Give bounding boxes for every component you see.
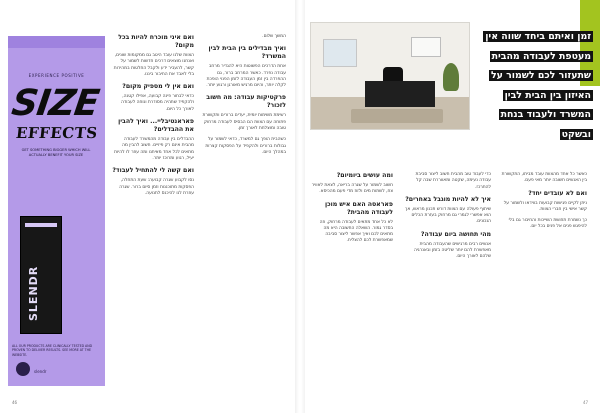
article-paragraph: לא כל אחד מתאים לעבודה מרחוק, וזה בסדר גמור. השאלה החשובה היא מה מתאים לכם ואיך אפשר ליצור סביבה שמאפשרת לכם להצליח.: [319, 219, 393, 244]
advertisement[interactable]: [8, 36, 105, 386]
photo-frame: [411, 37, 441, 57]
article-paragraph: שיתוף פעולה עם הצוות דורש תכנון מראש, אך הוא אפשרי לגמרי גם מרחוק בעזרת הכלים הנכונים.: [405, 206, 491, 225]
office-photo[interactable]: [310, 22, 470, 130]
article-heading: פאראסה האם איש מוכן לעבודה מהבית?: [324, 200, 393, 216]
article-heading: פרקטיקות עבודה: מה חשוב לזכור?: [206, 94, 286, 110]
ad-headline-sub: EFFECTS: [15, 124, 99, 142]
brand-logo-icon: [16, 362, 30, 376]
article-paragraph: חשוב לשמור על שגרה בריאה, לצאת לאוויר צח, לשתות מים ולזוז מדי פעם מהכיסא.: [311, 183, 393, 195]
article-paragraph: המשך שלום.: [262, 34, 286, 39]
photo-desk: [365, 81, 435, 107]
article-heading: איך לא להיות מוגבל באחרים?: [405, 195, 491, 203]
product-name: SLENDR: [27, 265, 40, 321]
article-paragraph: הצוות שלנו עובד היטב גם ממקומות שונים, ואנחנו מוצאים דרכים חדשות לשמור על קשר, להעביר ידע ולקבל החלטות במהירות בלי לאבד את החיבור ביננו.: [113, 53, 194, 77]
page-number: 47: [583, 400, 589, 405]
left-page: [0, 0, 295, 413]
product-box: [20, 216, 62, 334]
left-page-column-middle: [112, 34, 194, 202]
right-page: [305, 0, 600, 413]
article-heading: ואם איני מוכרח להיות בכל מקום?: [118, 34, 194, 49]
article-paragraph: ההבדלים בין עבודה מהמשרד לעבודה מהבית אינם רק פיזיים. חשוב להבין מה מתאים לכל אחד מאיתנו ומה עוזר לו להיות יעיל, רגוע ומרוכז יותר.: [114, 137, 194, 161]
article-paragraph: כאשר כל אחד מהצוות עובד מביתו, התקשורת בין האנשים חשובה יותר מאי פעם.: [501, 172, 587, 184]
article-heading: ואם לא עובדים יחד?: [528, 189, 587, 197]
photo-plant: [443, 63, 459, 91]
headline-text: זמן ואיתם ביחד שווה אין מעטפת לעבודה מהבית שתעזור לכם לשמור על האיזון בין הבית לבין המשרד ולעבוד בנחת ובשקט: [485, 31, 591, 140]
ad-fine-print: ALL OUR PRODUCTS ARE CLINICALLY TESTED AND PROVEN TO DELIVER RESULTS. SEE MORE AT THE WEBSITE.: [12, 344, 93, 357]
article-heading: ואם קשה לי להתחיל לעבוד?: [112, 167, 194, 175]
article-paragraph: כדי לעבוד טוב מהבית חשוב ליצור סביבת עבודה נעימה, שקטה ומאווררת שבה קל להתרכז.: [415, 172, 491, 190]
left-page-column-right: [202, 34, 286, 161]
right-page-column-middle: [403, 172, 491, 266]
article-heading: פאראנטיבליי... ואיך להבין את ההבדלים?: [118, 118, 194, 134]
ad-tagline: EXPERIENCE POSITIVE: [28, 73, 85, 78]
ad-headline: SIZE: [9, 83, 101, 124]
article-paragraph: ניתן לקיים פגישות קבועות בווידאו ולשמור על קשר אישי בין חברי הצוות.: [503, 200, 587, 212]
right-page-column-left: [311, 172, 393, 250]
article-heading: ואיך מבדילים בין הבית לבין המשרד?: [208, 45, 286, 61]
article-paragraph: נסו לקבוע שגרה קבועה: שעת התחלה, הפסקות מתוכננות וזמן סיום ברור. שגרה עוזרת לנו להיכנס לתנועה.: [119, 178, 194, 196]
ad-top-band: [8, 36, 105, 48]
article-paragraph: אחת הדרכים הפשוטות היא להגדיר מרחב עבודה נפרד. כאשר המרחב ברור, גם ההפרדה בין זמן העבודה לזמן הפנוי הופכת לקלה יותר, והיום מרגיש מאורגן ורגוע יותר.: [206, 64, 286, 89]
article-heading: מהי תחושה ביום עבודה?: [420, 230, 491, 238]
spread-gutter: [295, 0, 305, 413]
ad-credit: slendr: [34, 369, 47, 374]
article-paragraph: כשהבית הופך גם למשרד, כדאי לשמור על גבולות ברורים ולהקפיד על הפסקות קצרות במהלך היום.: [205, 137, 286, 155]
photo-rug: [351, 109, 443, 123]
article-paragraph: אנשים רבים מרגישים שהעבודה מהבית מאפשרת להם יותר שליטה בזמן ובאנרגיה שלהם לאורך היום.: [413, 241, 491, 260]
article-headline: [477, 24, 593, 141]
article-paragraph: רשימת משימות יומית, יעדים ברורים ותקשורת פתוחה עם הצוות הם הבסיס לעבודה מרחוק טובה ומוצלחת לאורך זמן.: [202, 113, 286, 132]
article-heading: ואם אין לי מספיק מקום?: [122, 83, 194, 91]
photo-window: [323, 39, 357, 67]
article-paragraph: כך נשמרת תחושת השייכות והחיבור גם בלי להיפגש פנים אל פנים בכל יום.: [508, 218, 587, 230]
article-paragraph: כדאי לבחור פינה קבועה, אפילו קטנה, ולהקפיד שתהיה מסודרת ונוחה לעבודה לאורך כל היום.: [120, 94, 194, 112]
article-heading: ומה עושים ביומיום?: [336, 172, 393, 179]
product-box-top: [25, 223, 57, 227]
ad-subtext: GET SOMETHING BIGGER WHICH WILL ACTUALLY BENEFIT YOUR SIZE: [21, 148, 91, 157]
right-page-column-right: [501, 172, 587, 236]
page-number: 46: [12, 400, 18, 405]
